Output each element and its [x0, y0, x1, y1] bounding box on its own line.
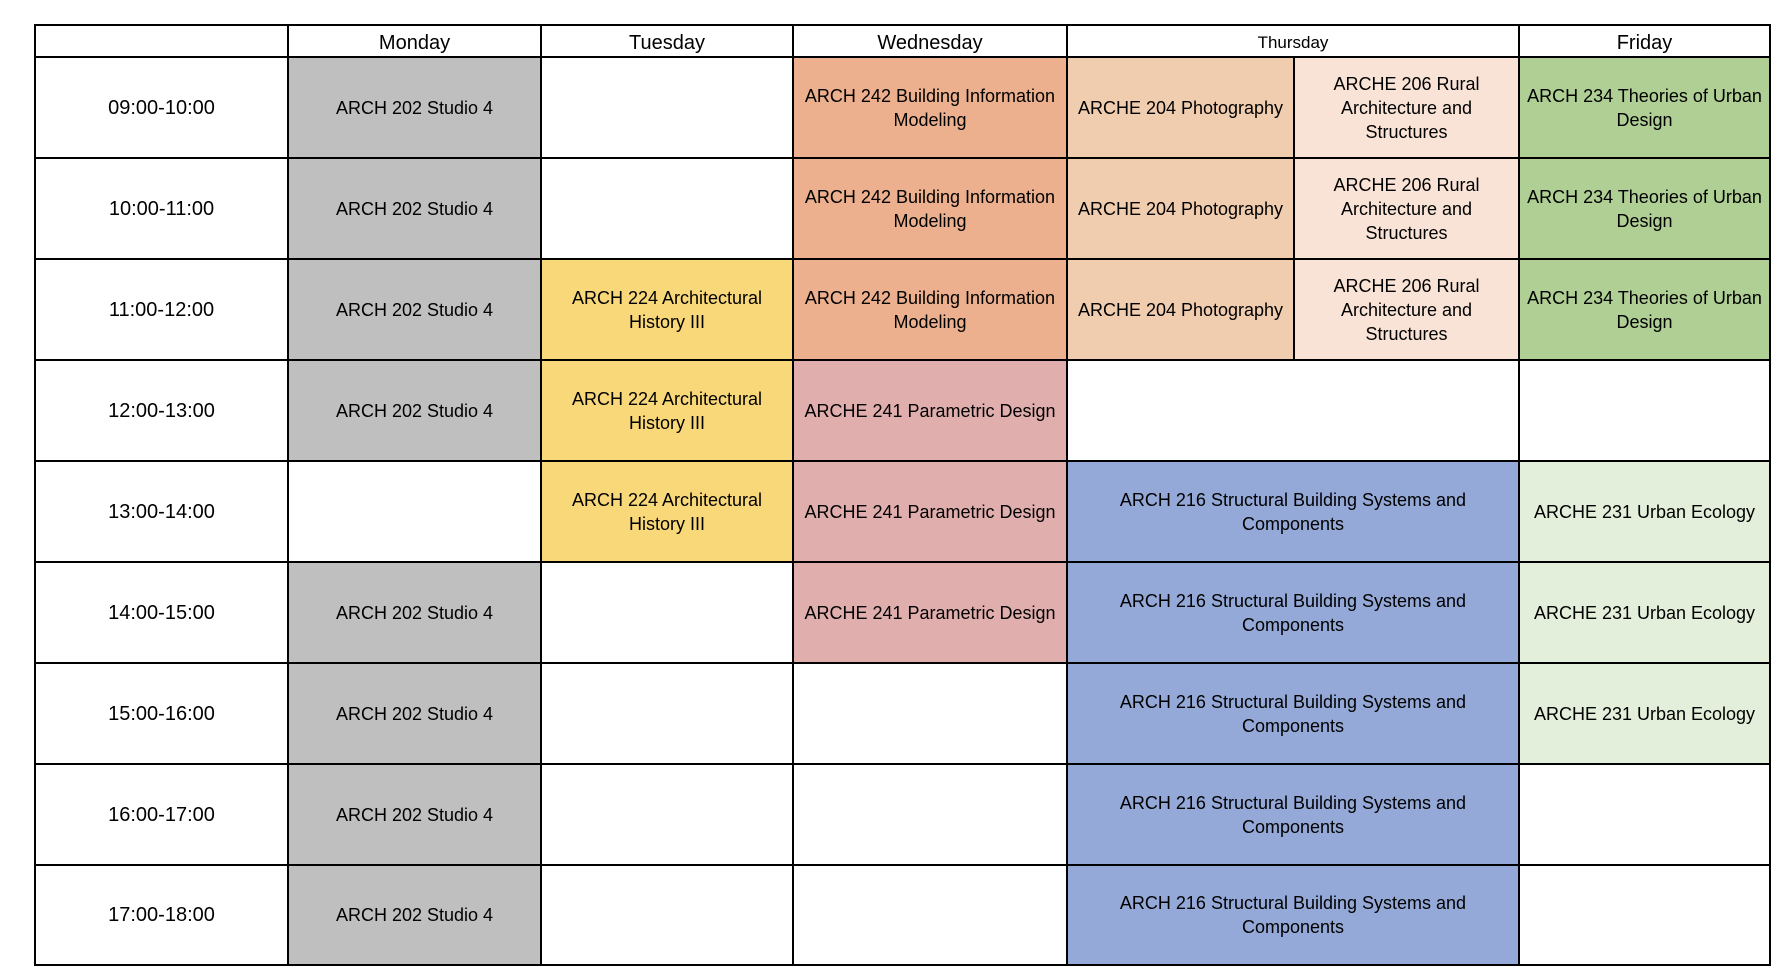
- course-cell-tuesday: ARCH 224 Architectural History III: [541, 360, 793, 461]
- empty-cell-tuesday: [541, 764, 793, 865]
- empty-cell-thursday: [1067, 360, 1519, 461]
- time-slot-label: 11:00-12:00: [35, 259, 288, 360]
- course-cell-monday: ARCH 202 Studio 4: [288, 57, 541, 158]
- course-cell-thursday: ARCH 216 Structural Building Systems and Components: [1067, 663, 1519, 764]
- empty-cell-friday: [1519, 360, 1770, 461]
- course-cell-monday: ARCH 202 Studio 4: [288, 360, 541, 461]
- course-cell-friday: ARCH 234 Theories of Urban Design: [1519, 259, 1770, 360]
- header-row: [35, 25, 1770, 57]
- time-row: [35, 865, 1770, 965]
- course-cell-thursday: ARCH 216 Structural Building Systems and Components: [1067, 562, 1519, 663]
- course-cell-wednesday: ARCH 242 Building Information Modeling: [793, 158, 1067, 259]
- course-cell-friday: ARCH 234 Theories of Urban Design: [1519, 57, 1770, 158]
- course-cell-wednesday: ARCH 242 Building Information Modeling: [793, 57, 1067, 158]
- course-cell-thursday: ARCH 216 Structural Building Systems and Components: [1067, 865, 1519, 965]
- time-slot-label: 10:00-11:00: [35, 158, 288, 259]
- timetable: [34, 24, 1771, 966]
- course-cell-wednesday: ARCHE 241 Parametric Design: [793, 360, 1067, 461]
- empty-cell-monday: [288, 461, 541, 562]
- course-cell-thursday: ARCH 216 Structural Building Systems and Components: [1067, 461, 1519, 562]
- time-row: [35, 663, 1770, 764]
- time-slot-label: 14:00-15:00: [35, 562, 288, 663]
- course-cell-thursday-a: ARCHE 204 Photography: [1067, 57, 1294, 158]
- course-cell-thursday-a: ARCHE 204 Photography: [1067, 259, 1294, 360]
- empty-cell-wednesday: [793, 663, 1067, 764]
- empty-cell-tuesday: [541, 865, 793, 965]
- course-cell-monday: ARCH 202 Studio 4: [288, 865, 541, 965]
- header-friday: Friday: [1519, 25, 1770, 57]
- header-time: [35, 25, 288, 57]
- course-cell-monday: ARCH 202 Studio 4: [288, 259, 541, 360]
- time-row: [35, 259, 1770, 360]
- course-cell-thursday-b: ARCHE 206 Rural Architecture and Structures: [1294, 57, 1519, 158]
- empty-cell-friday: [1519, 764, 1770, 865]
- time-row: [35, 764, 1770, 865]
- course-cell-wednesday: ARCH 242 Building Information Modeling: [793, 259, 1067, 360]
- course-cell-friday: ARCHE 231 Urban Ecology: [1519, 663, 1770, 764]
- course-cell-thursday-b: ARCHE 206 Rural Architecture and Structures: [1294, 259, 1519, 360]
- time-slot-label: 15:00-16:00: [35, 663, 288, 764]
- time-row: [35, 57, 1770, 158]
- course-cell-thursday: ARCH 216 Structural Building Systems and Components: [1067, 764, 1519, 865]
- header-wednesday: Wednesday: [793, 25, 1067, 57]
- course-cell-friday: ARCHE 231 Urban Ecology: [1519, 562, 1770, 663]
- course-cell-monday: ARCH 202 Studio 4: [288, 764, 541, 865]
- header-thursday: Thursday: [1067, 25, 1519, 57]
- course-cell-wednesday: ARCHE 241 Parametric Design: [793, 562, 1067, 663]
- time-slot-label: 13:00-14:00: [35, 461, 288, 562]
- time-row: [35, 360, 1770, 461]
- course-cell-monday: ARCH 202 Studio 4: [288, 158, 541, 259]
- time-slot-label: 16:00-17:00: [35, 764, 288, 865]
- time-slot-label: 09:00-10:00: [35, 57, 288, 158]
- course-cell-thursday-b: ARCHE 206 Rural Architecture and Structures: [1294, 158, 1519, 259]
- course-cell-thursday-a: ARCHE 204 Photography: [1067, 158, 1294, 259]
- empty-cell-wednesday: [793, 865, 1067, 965]
- time-slot-label: 12:00-13:00: [35, 360, 288, 461]
- course-cell-monday: ARCH 202 Studio 4: [288, 663, 541, 764]
- empty-cell-tuesday: [541, 57, 793, 158]
- empty-cell-tuesday: [541, 663, 793, 764]
- timetable-body: [35, 57, 1770, 965]
- course-cell-monday: ARCH 202 Studio 4: [288, 562, 541, 663]
- time-row: [35, 461, 1770, 562]
- empty-cell-tuesday: [541, 562, 793, 663]
- empty-cell-tuesday: [541, 158, 793, 259]
- empty-cell-friday: [1519, 865, 1770, 965]
- course-cell-wednesday: ARCHE 241 Parametric Design: [793, 461, 1067, 562]
- time-row: [35, 158, 1770, 259]
- course-cell-tuesday: ARCH 224 Architectural History III: [541, 461, 793, 562]
- time-slot-label: 17:00-18:00: [35, 865, 288, 965]
- course-cell-friday: ARCH 234 Theories of Urban Design: [1519, 158, 1770, 259]
- course-cell-tuesday: ARCH 224 Architectural History III: [541, 259, 793, 360]
- header-tuesday: Tuesday: [541, 25, 793, 57]
- time-row: [35, 562, 1770, 663]
- course-cell-friday: ARCHE 231 Urban Ecology: [1519, 461, 1770, 562]
- header-monday: Monday: [288, 25, 541, 57]
- empty-cell-wednesday: [793, 764, 1067, 865]
